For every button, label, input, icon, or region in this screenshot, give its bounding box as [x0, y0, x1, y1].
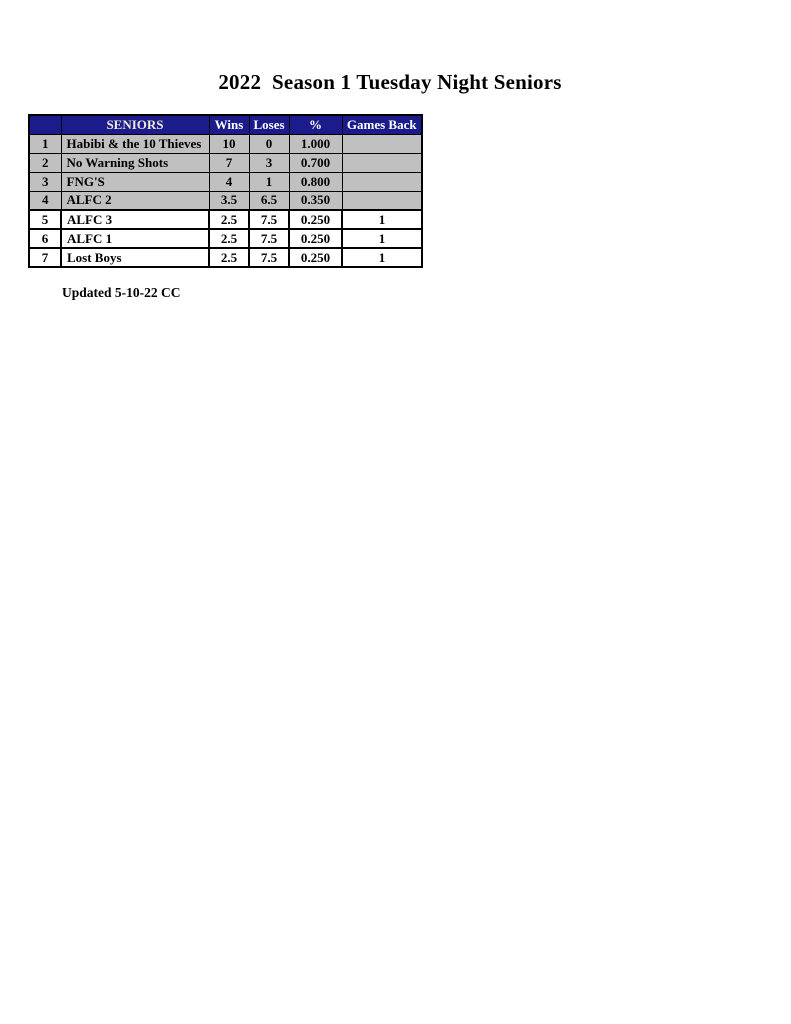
- loses-cell: 7.5: [249, 210, 289, 229]
- wins-cell: 2.5: [209, 248, 249, 267]
- wins-cell: 4: [209, 172, 249, 191]
- loses-cell: 6.5: [249, 191, 289, 210]
- games-back-cell: 1: [342, 210, 422, 229]
- wins-cell: 2.5: [209, 229, 249, 248]
- table-header-row: [29, 115, 422, 134]
- loses-cell: 7.5: [249, 248, 289, 267]
- table-row: [29, 191, 422, 210]
- rank-cell: 6: [29, 229, 61, 248]
- pct-cell: 0.250: [289, 229, 342, 248]
- updated-note: Updated 5-10-22 CC: [62, 285, 181, 300]
- games-back-cell: 1: [342, 248, 422, 267]
- team-cell: ALFC 1: [61, 229, 209, 248]
- rank-column-header: [29, 115, 61, 134]
- games-back-cell: [342, 153, 422, 172]
- rank-cell: 5: [29, 210, 61, 229]
- wins-cell: 3.5: [209, 191, 249, 210]
- loses-cell: 3: [249, 153, 289, 172]
- rank-cell: 7: [29, 248, 61, 267]
- wins-cell: 7: [209, 153, 249, 172]
- pct-cell: 0.350: [289, 191, 342, 210]
- standings-table: [28, 114, 423, 268]
- team-cell: No Warning Shots: [61, 153, 209, 172]
- team-cell: FNG'S: [61, 172, 209, 191]
- page-title: 2022 Season 1 Tuesday Night Seniors: [218, 70, 562, 94]
- games-back-cell: [342, 191, 422, 210]
- games-back-cell: [342, 172, 422, 191]
- wins-cell: 10: [209, 134, 249, 153]
- games-back-column-header: Games Back: [342, 115, 422, 134]
- table-row: [29, 134, 422, 153]
- pct-cell: 0.700: [289, 153, 342, 172]
- team-cell: Lost Boys: [61, 248, 209, 267]
- table-row: [29, 248, 422, 267]
- pct-cell: 0.800: [289, 172, 342, 191]
- loses-cell: 1: [249, 172, 289, 191]
- loses-column-header: Loses: [249, 115, 289, 134]
- table-row: [29, 153, 422, 172]
- table-row: [29, 229, 422, 248]
- games-back-cell: 1: [342, 229, 422, 248]
- rank-cell: 1: [29, 134, 61, 153]
- loses-cell: 0: [249, 134, 289, 153]
- table-row: [29, 210, 422, 229]
- team-cell: ALFC 2: [61, 191, 209, 210]
- seniors-column-header: SENIORS: [61, 115, 209, 134]
- loses-cell: 7.5: [249, 229, 289, 248]
- pct-cell: 1.000: [289, 134, 342, 153]
- games-back-cell: [342, 134, 422, 153]
- table-row: [29, 172, 422, 191]
- pct-cell: 0.250: [289, 210, 342, 229]
- team-cell: Habibi & the 10 Thieves: [61, 134, 209, 153]
- pct-cell: 0.250: [289, 248, 342, 267]
- team-cell: ALFC 3: [61, 210, 209, 229]
- rank-cell: 4: [29, 191, 61, 210]
- wins-column-header: Wins: [209, 115, 249, 134]
- pct-column-header: %: [289, 115, 342, 134]
- wins-cell: 2.5: [209, 210, 249, 229]
- rank-cell: 3: [29, 172, 61, 191]
- rank-cell: 2: [29, 153, 61, 172]
